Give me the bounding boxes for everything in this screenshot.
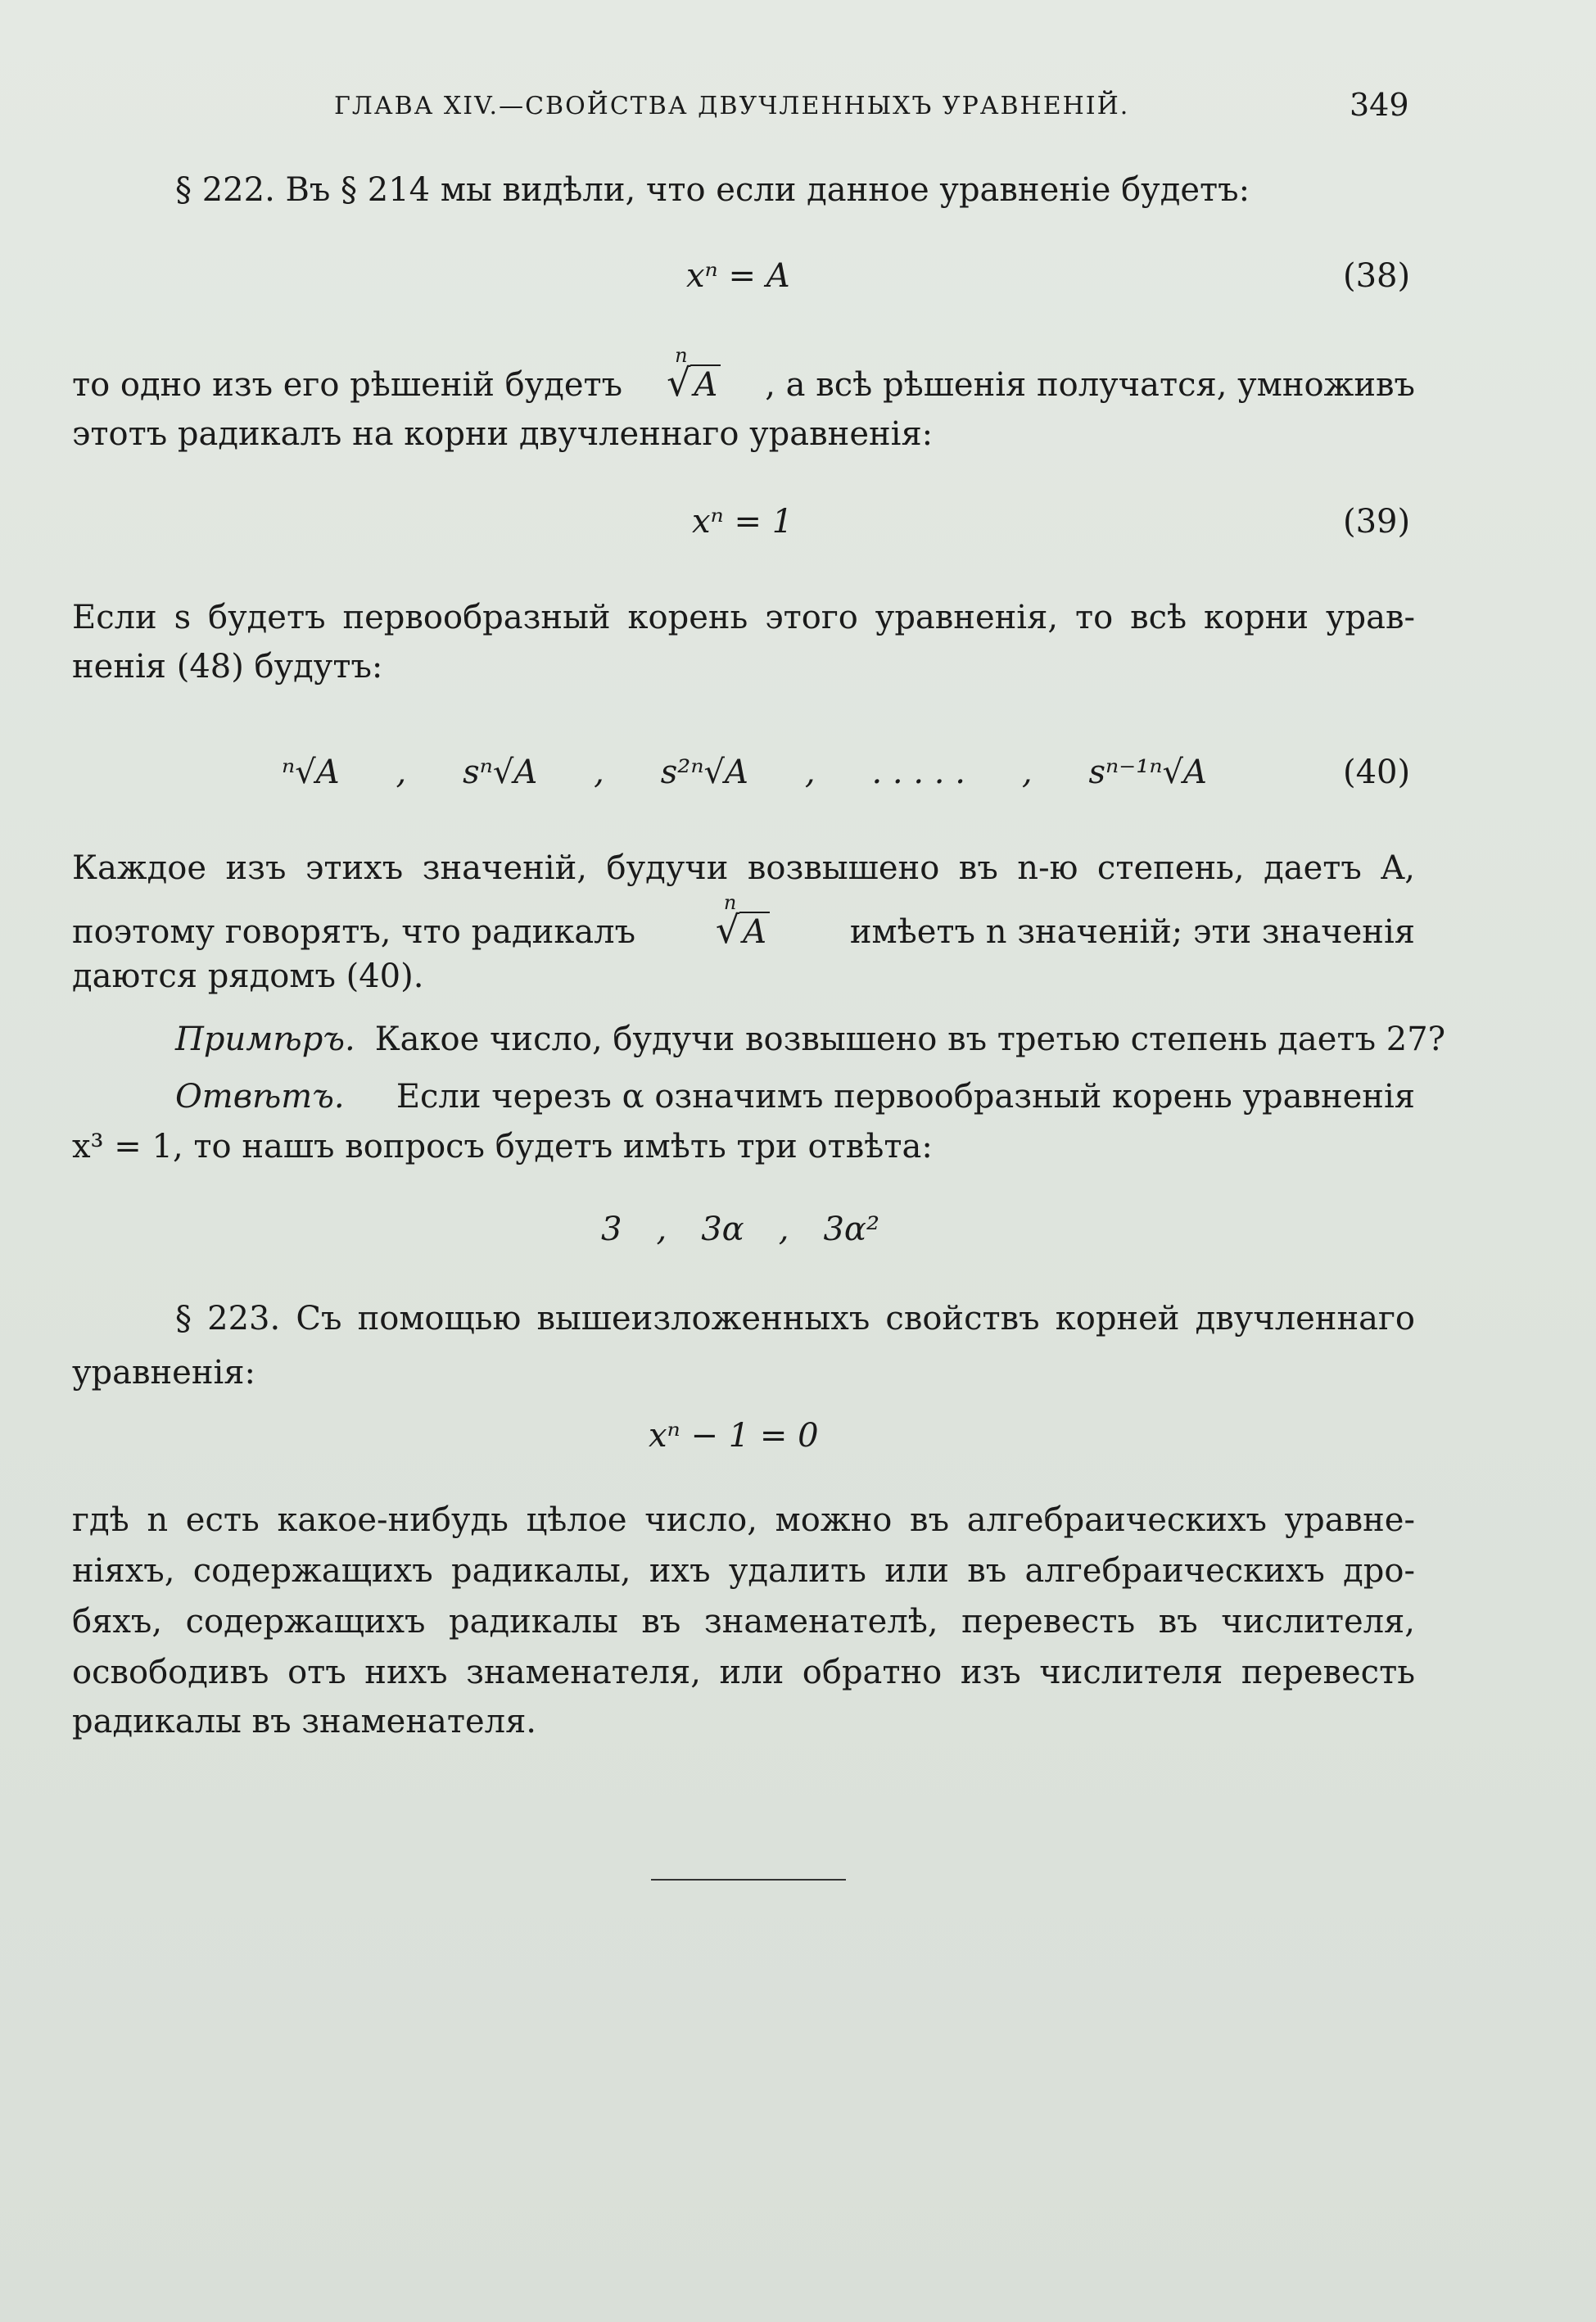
page-number: 349 xyxy=(1350,87,1409,123)
para-222-intro: § 222. Въ § 214 мы видѣли, что если данное уравненіе будетъ: xyxy=(175,171,1250,209)
example-line xyxy=(175,1021,1446,1058)
para-223-line-7: освободивъ отъ нихъ знаменателя, или обратно изъ числителя перевесть xyxy=(72,1654,1415,1691)
eq40-ellipsis: . . . . . xyxy=(871,754,965,791)
para-222-line-4: этотъ радикалъ на корни двучленнаго уравненія: xyxy=(72,415,934,453)
answer-sep-1: , xyxy=(656,1211,667,1248)
para-222-line-11: даются рядомъ (40). xyxy=(72,957,424,995)
radical-n-a xyxy=(667,344,721,405)
line-3-post: , а всѣ рѣшенія получатся, умноживъ xyxy=(765,366,1415,404)
para-223-line-4: гдѣ n есть какое-нибудь цѣлое число, можно въ алгебраическихъ уравне- xyxy=(72,1501,1415,1539)
radical-n-a-2 xyxy=(715,891,770,952)
answer-1: 3 xyxy=(601,1211,622,1248)
radical-sign-icon-2: √ xyxy=(715,908,740,952)
para-223-line-6: бяхъ, содержащихъ радикалы въ знаменателѣ, перевесть въ числителя, xyxy=(72,1603,1415,1641)
para-222-line-3 xyxy=(72,344,1415,405)
equation-39: xⁿ = 1 xyxy=(692,503,793,541)
eq40-sep-1: , xyxy=(396,754,407,791)
running-header: ГЛАВА XIV.—СВОЙСТВА ДВУЧЛЕННЫХЪ УРАВНЕНІЙ. xyxy=(334,92,1130,120)
equation-223: xⁿ − 1 = 0 xyxy=(649,1417,819,1455)
radical-index: n xyxy=(675,344,688,367)
answer-line xyxy=(175,1078,1415,1116)
answers-row xyxy=(601,1211,879,1248)
answer-sep-2: , xyxy=(778,1211,789,1248)
answer-3: 3α² xyxy=(823,1211,879,1248)
para-222-line-10 xyxy=(72,891,1415,952)
radical-body-2: A xyxy=(739,912,770,951)
section-end-rule xyxy=(651,1879,846,1881)
para-222-line-7: ненія (48) будутъ: xyxy=(72,648,383,686)
para-222-line-9: Каждое изъ этихъ значеній, будучи возвышено въ n-ю степень, даетъ A, xyxy=(72,849,1415,887)
eq40-term-2: sⁿ√A xyxy=(463,754,538,791)
line-10-pre: поэтому говорятъ, что радикалъ xyxy=(72,913,636,951)
equation-40 xyxy=(282,754,1207,791)
radical-sign-icon: √ xyxy=(667,360,691,405)
equation-39-number: (39) xyxy=(1343,503,1411,541)
answer-text: Если черезъ α означимъ первообразный корень уравненія xyxy=(396,1078,1415,1116)
eq40-sep-3: , xyxy=(804,754,816,791)
radical-body: A xyxy=(690,364,721,404)
eq40-sep-4: , xyxy=(1021,754,1033,791)
para-223-line-1: § 223. Съ помощью вышеизложенныхъ свойствъ корней двучленнаго xyxy=(175,1300,1415,1338)
eq40-term-1: ⁿ√A xyxy=(282,754,340,791)
example-text: Какое число, будучи возвышено въ третью степень даетъ 27? xyxy=(374,1021,1446,1058)
para-222-line-6: Если s будетъ первообразный корень этого уравненія, то всѣ корни урав- xyxy=(72,599,1415,636)
equation-38-number: (38) xyxy=(1343,257,1411,295)
line-3-pre: то одно изъ его рѣшеній будетъ xyxy=(72,366,623,404)
eq40-term-3: s²ⁿ√A xyxy=(660,754,748,791)
answer-2: 3α xyxy=(701,1211,744,1248)
eq40-sep-2: , xyxy=(594,754,604,791)
line-10-post: имѣетъ n значеній; эти значенія xyxy=(849,913,1415,951)
answer-line-2: x³ = 1, то нашъ вопросъ будетъ имѣть три отвѣта: xyxy=(72,1128,933,1166)
para-223-line-2: уравненія: xyxy=(72,1354,256,1392)
equation-38: xⁿ = A xyxy=(686,257,790,295)
eq40-term-4: sⁿ⁻¹ⁿ√A xyxy=(1088,754,1207,791)
radical-index-2: n xyxy=(723,891,737,914)
answer-label: Отвѣтъ. xyxy=(175,1078,345,1116)
example-label: Примѣръ. xyxy=(175,1021,355,1058)
para-223-line-8: радикалы въ знаменателя. xyxy=(72,1703,537,1740)
equation-40-number: (40) xyxy=(1343,754,1411,791)
para-223-line-5: ніяхъ, содержащихъ радикалы, ихъ удалить или въ алгебраическихъ дро- xyxy=(72,1552,1415,1590)
